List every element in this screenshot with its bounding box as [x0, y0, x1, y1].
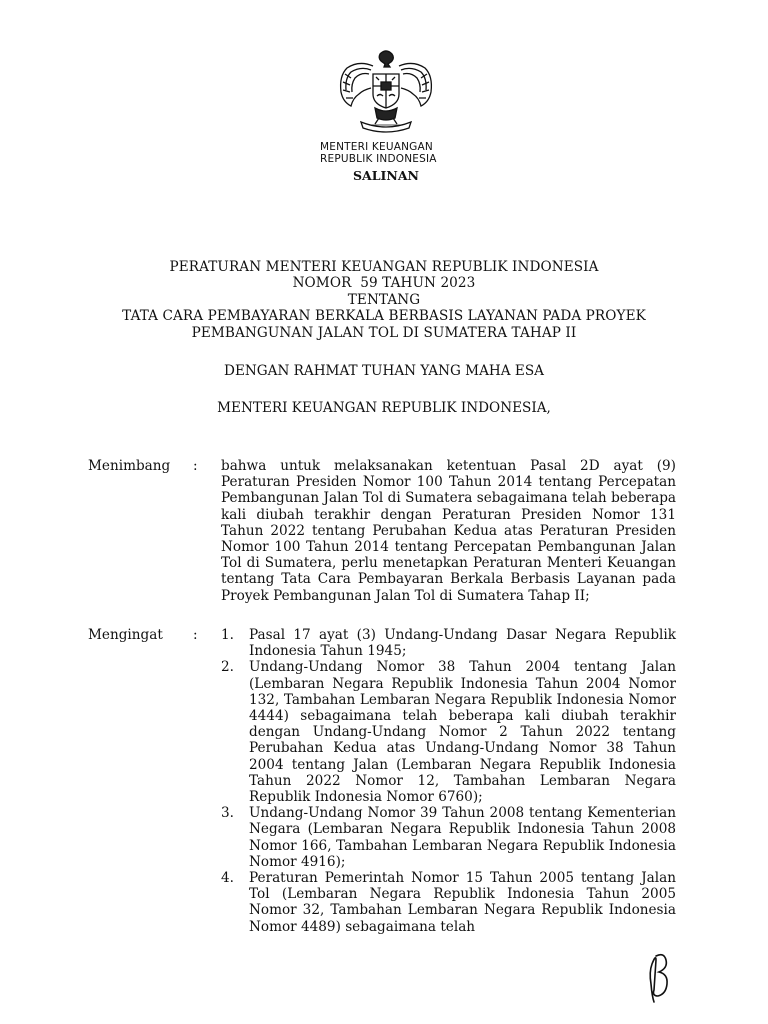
regulation-number: 59 — [360, 275, 378, 292]
paraf-initial — [648, 952, 670, 1004]
number-prefix: NOMOR — [292, 275, 352, 292]
list-item-text: Pasal 17 ayat (3) Undang-Undang Dasar Negara Republik Indonesia Tahun 1945; — [249, 627, 676, 660]
regulation-type: PERATURAN MENTERI KEUANGAN REPUBLIK INDONESIA — [169, 259, 599, 275]
subject-line-1: TATA CARA PEMBAYARAN BERKALA BERBASIS LAYANAN PADA PROYEK — [122, 308, 646, 325]
country-name: REPUBLIK INDONESIA — [320, 153, 437, 165]
regulation-title — [0, 259, 768, 341]
list-item — [221, 805, 676, 870]
list-item — [221, 627, 676, 659]
list-item-number: 3. — [221, 805, 234, 822]
legal-basis-list — [221, 627, 676, 935]
list-item-number: 2. — [221, 659, 234, 676]
mengingat-colon: : — [193, 627, 198, 643]
list-item — [221, 870, 676, 935]
list-item-text: Undang-Undang Nomor 38 Tahun 2004 tentang Jalan (Lembaran Negara Republik Indonesia Tahun 2004 Nomor 132, Tambahan Lembaran Negara Republik Indonesia Nomor 4444) sebagaimana telah beberapa kali diubah terakhir dengan Undang-Undang Nomor 2 Tahun 2022 tentang Perubahan Kedua atas Undang-Undang Nomor 38 Tahun 2004 tentang Jalan (Lembaran Negara Republik Indonesia Tahun 2022 Nomor 12, Tambahan Lembaran Negara Republik Indonesia Nomor 6760); — [249, 659, 676, 806]
invocation: DENGAN RAHMAT TUHAN YANG MAHA ESA — [224, 363, 544, 379]
regulation-number-line — [0, 275, 768, 291]
about-label: TENTANG — [347, 291, 421, 308]
garuda-emblem — [335, 44, 437, 134]
list-item-number: 1. — [221, 627, 234, 643]
menimbang-text: bahwa untuk melaksanakan ketentuan Pasal 2D ayat (9) Peraturan Presiden Nomor 100 Tahun 2014 tentang Percepatan Pembangunan Jalan Tol di Sumatera sebagaimana telah beberapa kali diubah terakhir dengan Peraturan Presiden Nomor 131 Tahun 2022 tentang Perubahan Kedua atas Peraturan Presiden Nomor 100 Tahun 2014 tentang Percepatan Pembangunan Jalan Tol di Sumatera, perlu menetapkan Peraturan Menteri Keuangan tentang Tata Cara Pembayaran Berkala Berbasis Layanan pada Proyek Pembangunan Jalan Tol di Sumatera Tahap II; — [221, 458, 676, 604]
subject-line-2: PEMBANGUNAN JALAN TOL DI SUMATERA TAHAP II — [191, 324, 577, 341]
copy-mark: SALINAN — [353, 168, 419, 183]
menimbang-label: Menimbang — [88, 458, 171, 474]
ministry-name: MENTERI KEUANGAN — [320, 141, 433, 153]
issuer: MENTERI KEUANGAN REPUBLIK INDONESIA, — [217, 400, 551, 416]
list-item-text: Undang-Undang Nomor 39 Tahun 2008 tentang Kementerian Negara (Lembaran Negara Republik Indonesia Tahun 2008 Nomor 166, Tambahan Lembaran Negara Republik Indonesia Nomor 4916); — [249, 805, 676, 870]
list-item — [221, 659, 676, 805]
ministry-letterhead — [320, 141, 437, 165]
list-item-number: 4. — [221, 870, 234, 887]
list-item-text: Peraturan Pemerintah Nomor 15 Tahun 2005 tentang Jalan Tol (Lembaran Negara Republik Indonesia Tahun 2005 Nomor 32, Tambahan Lembaran Negara Republik Indonesia Nomor 4489) sebagaimana telah — [249, 870, 676, 935]
regulation-year: TAHUN 2023 — [382, 275, 476, 292]
mengingat-label: Mengingat — [88, 627, 163, 643]
menimbang-colon: : — [193, 458, 198, 474]
